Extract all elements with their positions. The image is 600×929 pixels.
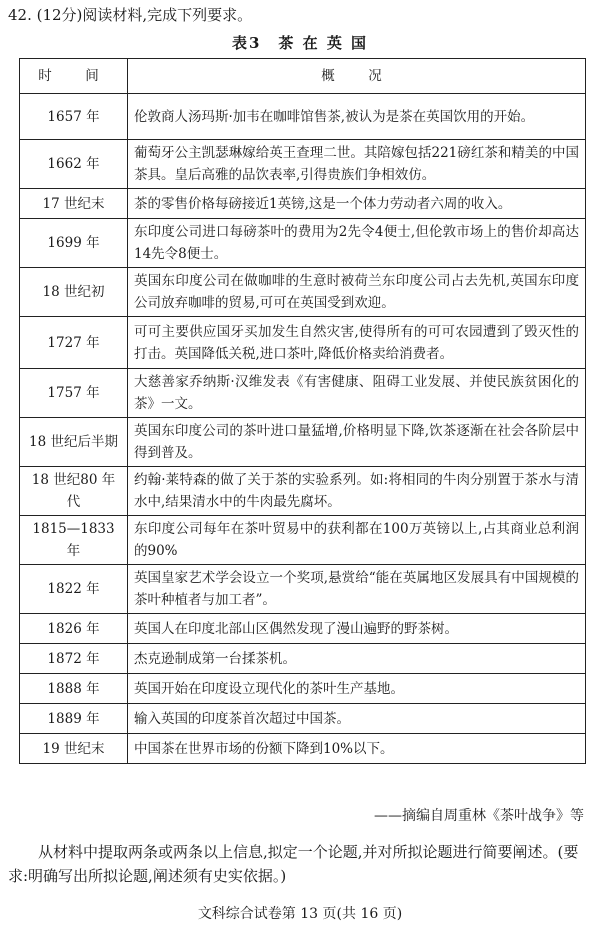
table-row bbox=[20, 704, 586, 734]
row-description: 杰克逊制成第一台揉茶机。 bbox=[128, 644, 586, 674]
table-row bbox=[20, 317, 586, 369]
row-description: 大慈善家乔纳斯·汉维发表《有害健康、阻碍工业发展、并使民族贫困化的茶》一文。 bbox=[128, 369, 586, 418]
row-description: 东印度公司进口每磅茶叶的费用为2先令4便士,但伦敦市场上的售价却高达14先令8便士。 bbox=[128, 219, 586, 268]
table-row bbox=[20, 467, 586, 516]
row-time: 1822 年 bbox=[20, 565, 128, 614]
row-description: 葡萄牙公主凯瑟琳嫁给英王查理二世。其陪嫁包括221磅红茶和精美的中国茶具。皇后高雅的品饮表率,引得贵族们争相效仿。 bbox=[128, 140, 586, 189]
row-description: 可可主要供应国牙买加发生自然灾害,使得所有的可可农园遭到了毁灭性的打击。英国降低关税,进口茶叶,降低价格卖给消费者。 bbox=[128, 317, 586, 369]
page-footer: 文科综合试卷第 13 页(共 16 页) bbox=[197, 906, 403, 922]
row-description: 英国人在印度北部山区偶然发现了漫山遍野的野茶树。 bbox=[128, 614, 586, 644]
tea-table bbox=[19, 58, 586, 764]
row-description: 约翰·莱特森的做了关于茶的实验系列。如:将相同的牛肉分别置于茶水与清水中,结果清水中的牛肉最先腐坏。 bbox=[128, 467, 586, 516]
row-time: 18 世纪初 bbox=[20, 268, 128, 317]
header-desc: 概 况 bbox=[128, 59, 586, 94]
table-row bbox=[20, 418, 586, 467]
row-time: 18 世纪后半期 bbox=[20, 418, 128, 467]
row-description: 伦敦商人汤玛斯·加韦在咖啡馆售茶,被认为是茶在英国饮用的开始。 bbox=[128, 94, 586, 140]
table-row bbox=[20, 734, 586, 764]
table-body bbox=[20, 94, 586, 764]
row-time: 1727 年 bbox=[20, 317, 128, 369]
table-row bbox=[20, 140, 586, 189]
table-row bbox=[20, 644, 586, 674]
row-description: 输入英国的印度茶首次超过中国茶。 bbox=[128, 704, 586, 734]
row-time: 1657 年 bbox=[20, 94, 128, 140]
source-citation: ——摘编自周重林《茶叶战争》等 bbox=[374, 808, 584, 824]
table-row bbox=[20, 189, 586, 219]
table-row bbox=[20, 94, 586, 140]
table-row bbox=[20, 565, 586, 614]
question-prompt: 从材料中提取两条或两条以上信息,拟定一个论题,并对所拟论题进行简要阐述。(要求:明确写出所拟论题,阐述须有史实依据。) bbox=[8, 843, 579, 885]
table-row bbox=[20, 219, 586, 268]
table-row bbox=[20, 516, 586, 565]
row-description: 英国开始在印度设立现代化的茶叶生产基地。 bbox=[128, 674, 586, 704]
row-description: 英国东印度公司的茶叶进口量猛增,价格明显下降,饮茶逐渐在社会各阶层中得到普及。 bbox=[128, 418, 586, 467]
row-time: 1815—1833 年 bbox=[20, 516, 128, 565]
table-row bbox=[20, 674, 586, 704]
row-description: 东印度公司每年在茶叶贸易中的获利都在100万英镑以上,占其商业总利润的90% bbox=[128, 516, 586, 565]
table-header-row bbox=[20, 59, 586, 94]
row-description: 茶的零售价格每磅接近1英镑,这是一个体力劳动者六周的收入。 bbox=[128, 189, 586, 219]
row-time: 1757 年 bbox=[20, 369, 128, 418]
row-description: 英国东印度公司在做咖啡的生意时被荷兰东印度公司占去先机,英国东印度公司放弃咖啡的贸易,可可在英国受到欢迎。 bbox=[128, 268, 586, 317]
table-row bbox=[20, 268, 586, 317]
row-time: 19 世纪末 bbox=[20, 734, 128, 764]
row-time: 1872 年 bbox=[20, 644, 128, 674]
table-row bbox=[20, 369, 586, 418]
row-time: 18 世纪80 年代 bbox=[20, 467, 128, 516]
row-time: 1662 年 bbox=[20, 140, 128, 189]
row-time: 1889 年 bbox=[20, 704, 128, 734]
row-time: 17 世纪末 bbox=[20, 189, 128, 219]
row-time: 1699 年 bbox=[20, 219, 128, 268]
row-time: 1826 年 bbox=[20, 614, 128, 644]
header-time: 时 间 bbox=[20, 59, 128, 94]
row-time: 1888 年 bbox=[20, 674, 128, 704]
row-description: 中国茶在世界市场的份额下降到10%以下。 bbox=[128, 734, 586, 764]
table-row bbox=[20, 614, 586, 644]
table-title: 表3 茶 在 英 国 bbox=[231, 34, 369, 52]
row-description: 英国皇家艺术学会设立一个奖项,悬赏给“能在英属地区发展具有中国规模的茶叶种植者与加工者”。 bbox=[128, 565, 586, 614]
question-header: 42. (12分)阅读材料,完成下列要求。 bbox=[8, 6, 253, 24]
